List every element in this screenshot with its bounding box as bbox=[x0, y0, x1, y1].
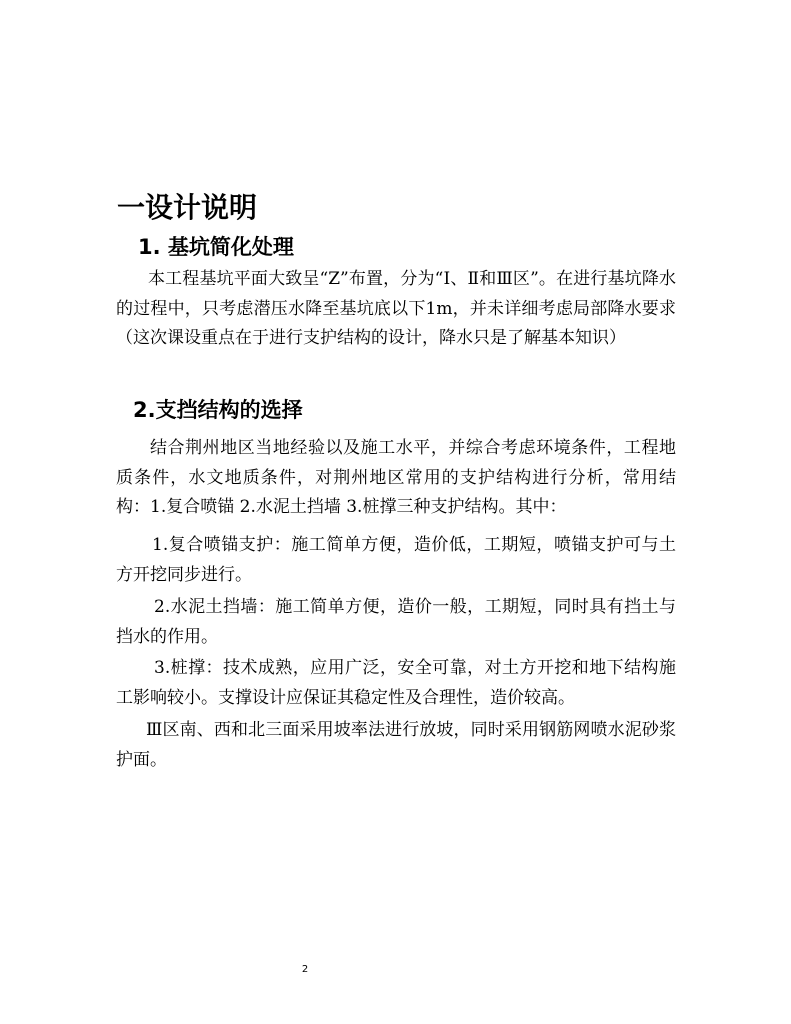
section-heading-2: 2.支挡结构的选择 bbox=[133, 398, 303, 422]
paragraph-item-1: 1.复合喷锚支护：施工简单方便，造价低，工期短，喷锚支护可与土方开挖同步进行。 bbox=[116, 535, 676, 585]
paragraph-item-2: 2.水泥土挡墙：施工简单方便，造价一般，工期短，同时具有挡土与挡水的作用。 bbox=[116, 597, 676, 647]
paragraph-section1: 本工程基坑平面大致呈“Z”布置，分为“Ⅰ、Ⅱ和Ⅲ区”。在进行基坑降水的过程中，只考虑潜压水降至基坑底以下1m，并未详细考虑局部降水要求（这次课设重点在于进行支护结构的设计，降水只是了解基本知识） bbox=[116, 269, 676, 348]
paragraph-zone-3: Ⅲ区南、西和北三面采用坡率法进行放坡，同时采用钢筋网喷水泥砂浆护面。 bbox=[116, 720, 676, 770]
main-heading: 一设计说明 bbox=[117, 191, 258, 224]
page-number: 2 bbox=[301, 964, 309, 975]
paragraph-item-3: 3.桩撑：技术成熟，应用广泛，安全可靠，对土方开挖和地下结构施工影响较小。支撑设计应保证其稳定性及合理性，造价较高。 bbox=[116, 658, 676, 708]
paragraph-intro: 结合荆州地区当地经验以及施工水平，并综合考虑环境条件，工程地质条件，水文地质条件，对荆州地区常用的支护结构进行分析，常用结构：1.复合喷锚 2.水泥土挡墙 3.桩撑三种支护结构。其中： bbox=[116, 438, 676, 517]
section-heading-1: 1. 基坑简化处理 bbox=[138, 235, 294, 259]
